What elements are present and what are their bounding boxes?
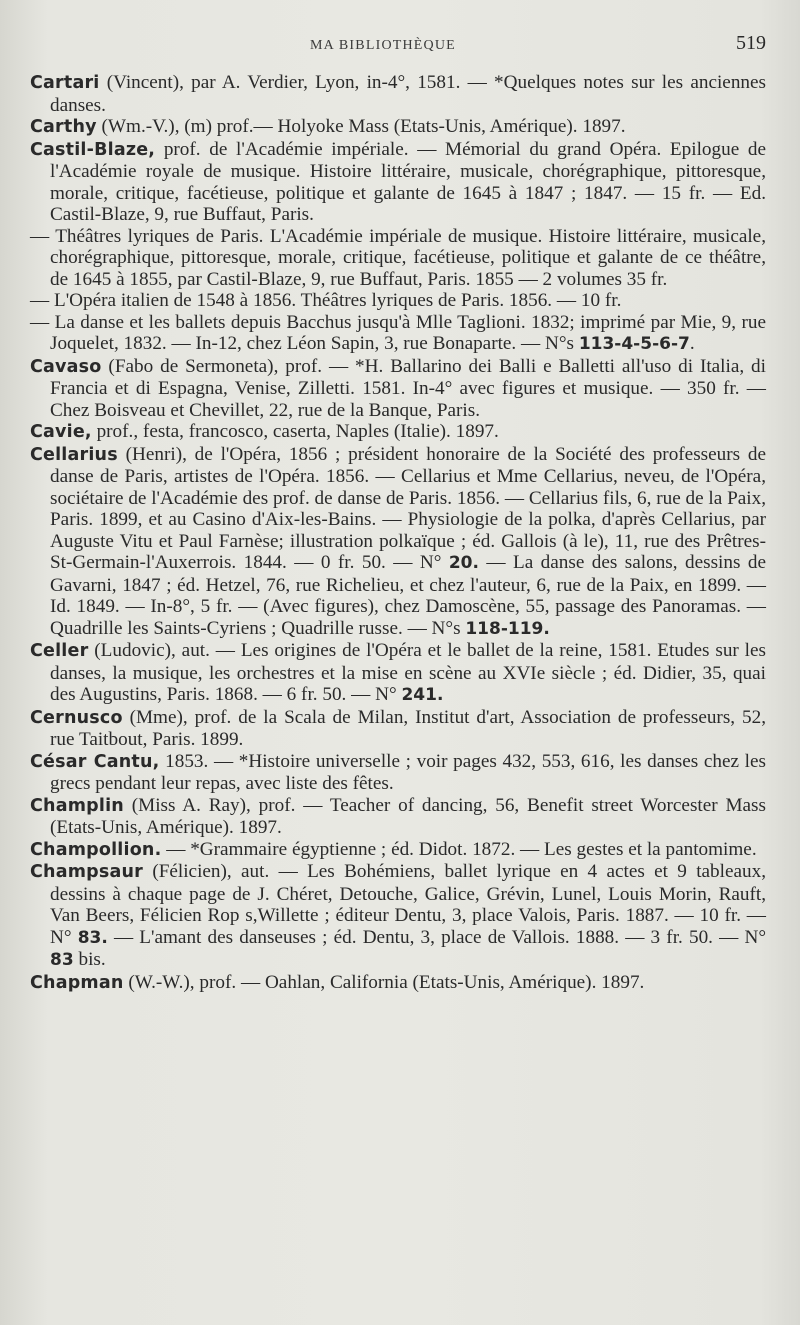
entry-celler: Celler (Ludovic), aut. — Les origines de l'Opéra et le ballet de la reine, 1581. Etudes sur les danses, la musique, les orchestres et la mise en scène au XVIe siècle ; éd. Didier, 35, quai des Augustins, Paris. 1868. — 6 fr. 50. — N° 241. (30, 640, 766, 705)
entry-castil-blaze-theatres: — Théâtres lyriques de Paris. L'Académie impériale de musique. Histoire littéraire, musicale, chorégraphique, pittoresque, morale, critique, facétieuse, politique et galante de ce théâtre, de 1645 à 1855, par Castil-Blaze, 9, rue Buffaut, Paris. 1855 — 2 volumes 35 fr. (30, 225, 766, 290)
entry-carthy: Carthy (Wm.-V.), (m) prof.— Holyoke Mass (Etats-Unis, Amérique). 1897. (30, 116, 626, 137)
page-number: 519 (736, 32, 766, 54)
entry-cavaso: Cavaso (Fabo de Sermoneta), prof. — *H. Ballarino dei Balli e Balletti all'uso di Italia, di Francia et di Espagna, Venise, Zilletti. 1581. In-4° avec figures et musique. — 350 fr. — Chez Boisveau et Chevillet, 22, rue de la Banque, Paris. (30, 355, 766, 421)
entry-castil-blaze-opera-italien: — L'Opéra italien de 1548 à 1856. Théâtres lyriques de Paris. 1856. — 10 fr. (30, 290, 622, 311)
entry-cellarius: Cellarius (Henri), de l'Opéra, 1856 ; président honoraire de la Société des professeurs de danse de Paris, artistes de l'Opéra. 1856. — Cellarius et Mme Cellarius, neveu, de l'Opéra, sociétaire de l'Académie des prof. de danse de Paris. 1856. — Cellarius fils, 6, rue de la Paix, Paris. 1899, et au Casino d'Aix-les-Bains. — Physiologie de la polka, d'après Cellarius, par Auguste Vitu et Paul Farnèse; illustration polkaïque ; éd. Gallois (à le), 11, rue des Prêtres-St-Germain-l'Auxerrois. 1844. — 0 fr. 50. — N° 20. — La danse des salons, dessins de Gavarni, 1847 ; éd. Hetzel, 76, rue Richelieu, et chez l'auteur, 6, rue de la Paix, en 1899. — Id. 1849. — In-8°, 5 fr. — (Avec figures), chez Damoscène, 55, passage des Panoramas. — Quadrille les Saints-Cyriens ; Quadrille russe. — N°s 118-119. (30, 443, 766, 639)
entry-cernusco: Cernusco (Mme), prof. de la Scala de Milan, Institut d'art, Association de professeurs, 52, rue Taitbout, Paris. 1899. (30, 706, 766, 750)
entry-castil-blaze-danse: — La danse et les ballets depuis Bacchus jusqu'à Mlle Taglioni. 1832; imprimé par Mie, 9, rue Joquelet, 1832. — In-12, chez Léon Sapin, 3, rue Bonaparte. — N°s 113-4-5-6-7. (30, 311, 766, 354)
entry-castil-blaze: Castil-Blaze, prof. de l'Académie impériale. — Mémorial du grand Opéra. Epilogue de l'Académie royale de musique. Histoire littéraire, musicale, chorégraphique, pittoresque, morale, critique, facétieuse, politique et galante de 1645 à 1847 ; 1847. — 15 fr. — Ed. Castil-Blaze, 9, rue Buffaut, Paris. (30, 138, 766, 225)
page-header (0, 30, 800, 60)
entry-cavie: Cavie, prof., festa, francosco, caserta, Naples (Italie). 1897. (30, 421, 499, 442)
entry-champlin: Champlin (Miss A. Ray), prof. — Teacher of dancing, 56, Benefit street Worcester Mass (Etats-Unis, Amérique). 1897. (30, 794, 766, 838)
entry-cartari: Cartari (Vincent), par A. Verdier, Lyon, in-4°, 1581. — *Quelques notes sur les anciennes danses. (30, 72, 766, 116)
entry-cesar-cantu: César Cantu, 1853. — *Histoire universelle ; voir pages 432, 553, 616, les danses chez les grecs pendant leur repas, avec liste des fêtes. (30, 750, 766, 794)
page-body (30, 72, 766, 994)
entry-chapman: Chapman (W.-W.), prof. — Oahlan, California (Etats-Unis, Amérique). 1897. (30, 971, 645, 993)
entry-champsaur: Champsaur (Félicien), aut. — Les Bohémiens, ballet lyrique en 4 actes et 9 tableaux, dessins à chaque page de J. Chéret, Detouche, Galice, Grévin, Lunel, Louis Morin, Rauft, Van Beers, Félicien Rop s,Willette ; éditeur Dentu, 3, place Valois, Paris. 1887. — 10 fr. — N° 83. — L'amant des danseuses ; éd. Dentu, 3, place de Vallois. 1888. — 3 fr. 50. — N° 83 bis. (30, 861, 766, 970)
running-head: MA BIBLIOTHÈQUE (310, 38, 456, 53)
entry-champollion: Champollion. — *Grammaire égyptienne ; éd. Didot. 1872. — Les gestes et la pantomime. (30, 838, 757, 860)
